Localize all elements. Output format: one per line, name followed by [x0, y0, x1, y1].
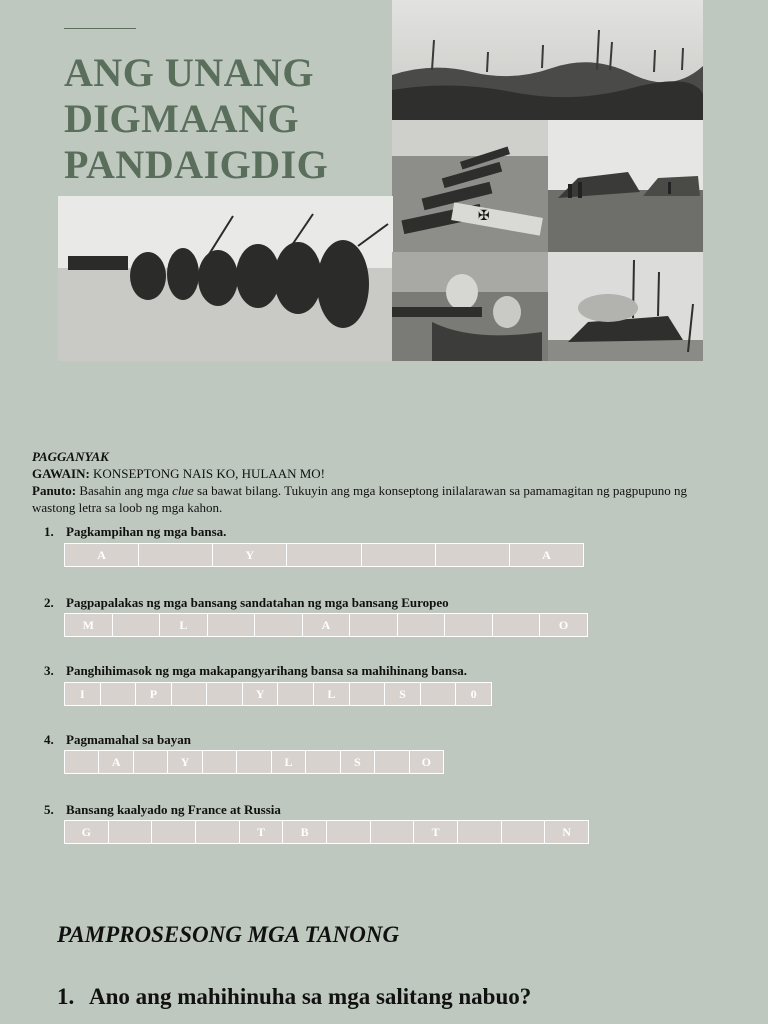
- biplanes-photo: [392, 120, 548, 252]
- letter-box[interactable]: [278, 683, 314, 705]
- soldiers-charge-photo: [58, 196, 393, 361]
- letter-box[interactable]: [350, 683, 386, 705]
- letter-box[interactable]: [101, 683, 137, 705]
- letter-box[interactable]: N: [545, 821, 588, 843]
- question-text: Bansang kaalyado ng France at Russia: [66, 802, 281, 817]
- letter-box[interactable]: G: [65, 821, 109, 843]
- question-text: Panghihimasok ng mga makapangyarihang bansa sa mahihinang bansa.: [66, 663, 467, 678]
- gawain-text: KONSEPTONG NAIS KO, HULAAN MO!: [93, 466, 326, 481]
- panuto-line: [32, 482, 712, 516]
- letter-box[interactable]: [172, 683, 208, 705]
- letter-box[interactable]: [196, 821, 240, 843]
- letter-box[interactable]: [445, 614, 493, 636]
- letter-box[interactable]: [152, 821, 196, 843]
- letter-box[interactable]: [375, 751, 409, 773]
- question-number: 3.: [44, 663, 54, 678]
- letter-box[interactable]: T: [240, 821, 284, 843]
- letter-box[interactable]: S: [385, 683, 421, 705]
- panuto-part1: Basahin ang mga: [79, 483, 169, 498]
- question-number: 4.: [44, 732, 54, 747]
- answer-boxes-4: [64, 750, 444, 774]
- title-line-2: DIGMAANG: [64, 96, 300, 141]
- panuto-clue: clue: [172, 483, 194, 498]
- process-question-1: [57, 984, 531, 1010]
- question-1: [44, 524, 226, 540]
- page-title: [64, 50, 328, 188]
- letter-box[interactable]: M: [65, 614, 113, 636]
- letter-box[interactable]: [65, 751, 99, 773]
- question-5: [44, 802, 281, 818]
- letter-box[interactable]: A: [65, 544, 139, 566]
- letter-box[interactable]: L: [272, 751, 306, 773]
- letter-box[interactable]: A: [99, 751, 133, 773]
- letter-box[interactable]: B: [283, 821, 327, 843]
- letter-box[interactable]: [436, 544, 510, 566]
- question-number: 5.: [44, 802, 54, 817]
- letter-box[interactable]: O: [540, 614, 587, 636]
- question-number: 1.: [44, 524, 54, 539]
- gas-mask-soldiers-photo: [392, 252, 548, 361]
- letter-box[interactable]: L: [314, 683, 350, 705]
- letter-box[interactable]: [502, 821, 546, 843]
- question-2: [44, 595, 449, 611]
- activity-instructions: [32, 448, 712, 516]
- panuto-part2: sa bawat bilang. Tukuyin ang mga konseptong inilalarawan sa pamamagitan ng pagpupuno ng wastong letra sa loob ng mga kahon.: [32, 483, 687, 515]
- letter-box[interactable]: [208, 614, 256, 636]
- gawain-label: GAWAIN:: [32, 466, 90, 481]
- letter-box[interactable]: [113, 614, 161, 636]
- question-4: [44, 732, 191, 748]
- panuto-label: Panuto:: [32, 483, 77, 498]
- letter-box[interactable]: [207, 683, 243, 705]
- answer-boxes-2: [64, 613, 588, 637]
- answer-boxes-3: [64, 682, 492, 706]
- letter-box[interactable]: [327, 821, 371, 843]
- letter-box[interactable]: Y: [213, 544, 287, 566]
- title-line-1: ANG UNANG: [64, 50, 315, 95]
- letter-box[interactable]: [237, 751, 271, 773]
- letter-box[interactable]: [371, 821, 415, 843]
- process-question-text: Ano ang mahihinuha sa mga salitang nabuo?: [89, 984, 532, 1009]
- letter-box[interactable]: [421, 683, 457, 705]
- letter-box[interactable]: [493, 614, 541, 636]
- letter-box[interactable]: [350, 614, 398, 636]
- letter-box[interactable]: [134, 751, 168, 773]
- answer-boxes-5: [64, 820, 589, 844]
- letter-box[interactable]: 0: [456, 683, 491, 705]
- letter-box[interactable]: [287, 544, 361, 566]
- letter-box[interactable]: [203, 751, 237, 773]
- letter-box[interactable]: S: [341, 751, 375, 773]
- svg-text:✠: ✠: [478, 208, 490, 224]
- letter-box[interactable]: Y: [168, 751, 202, 773]
- letter-box[interactable]: [458, 821, 502, 843]
- letter-box[interactable]: [306, 751, 340, 773]
- activity-heading: PAGGANYAK: [32, 449, 109, 464]
- question-number: 2.: [44, 595, 54, 610]
- section-title: PAMPROSESONG MGA TANONG: [57, 922, 400, 947]
- letter-box[interactable]: P: [136, 683, 172, 705]
- question-text: Pagmamahal sa bayan: [66, 732, 191, 747]
- letter-box[interactable]: [362, 544, 436, 566]
- answer-boxes-1: [64, 543, 584, 567]
- letter-box[interactable]: Y: [243, 683, 279, 705]
- letter-box[interactable]: O: [410, 751, 443, 773]
- question-3: [44, 663, 467, 679]
- process-question-number: 1.: [57, 984, 75, 1009]
- tanks-photo: [548, 120, 703, 252]
- gawain-line: [32, 465, 712, 482]
- letter-box[interactable]: L: [160, 614, 208, 636]
- letter-box[interactable]: A: [303, 614, 351, 636]
- letter-box[interactable]: [398, 614, 446, 636]
- letter-box[interactable]: I: [65, 683, 101, 705]
- title-line-3: PANDAIGDIG: [64, 142, 329, 187]
- battlefield-photo: [392, 0, 703, 120]
- letter-box[interactable]: [109, 821, 153, 843]
- letter-box[interactable]: T: [414, 821, 458, 843]
- decorative-rule: [64, 28, 136, 29]
- question-text: Pagpapalakas ng mga bansang sandatahan ng mga bansang Europeo: [66, 595, 449, 610]
- letter-box[interactable]: [255, 614, 303, 636]
- letter-box[interactable]: [139, 544, 213, 566]
- warship-photo: [548, 252, 703, 361]
- question-text: Pagkampihan ng mga bansa.: [66, 524, 227, 539]
- letter-box[interactable]: A: [510, 544, 583, 566]
